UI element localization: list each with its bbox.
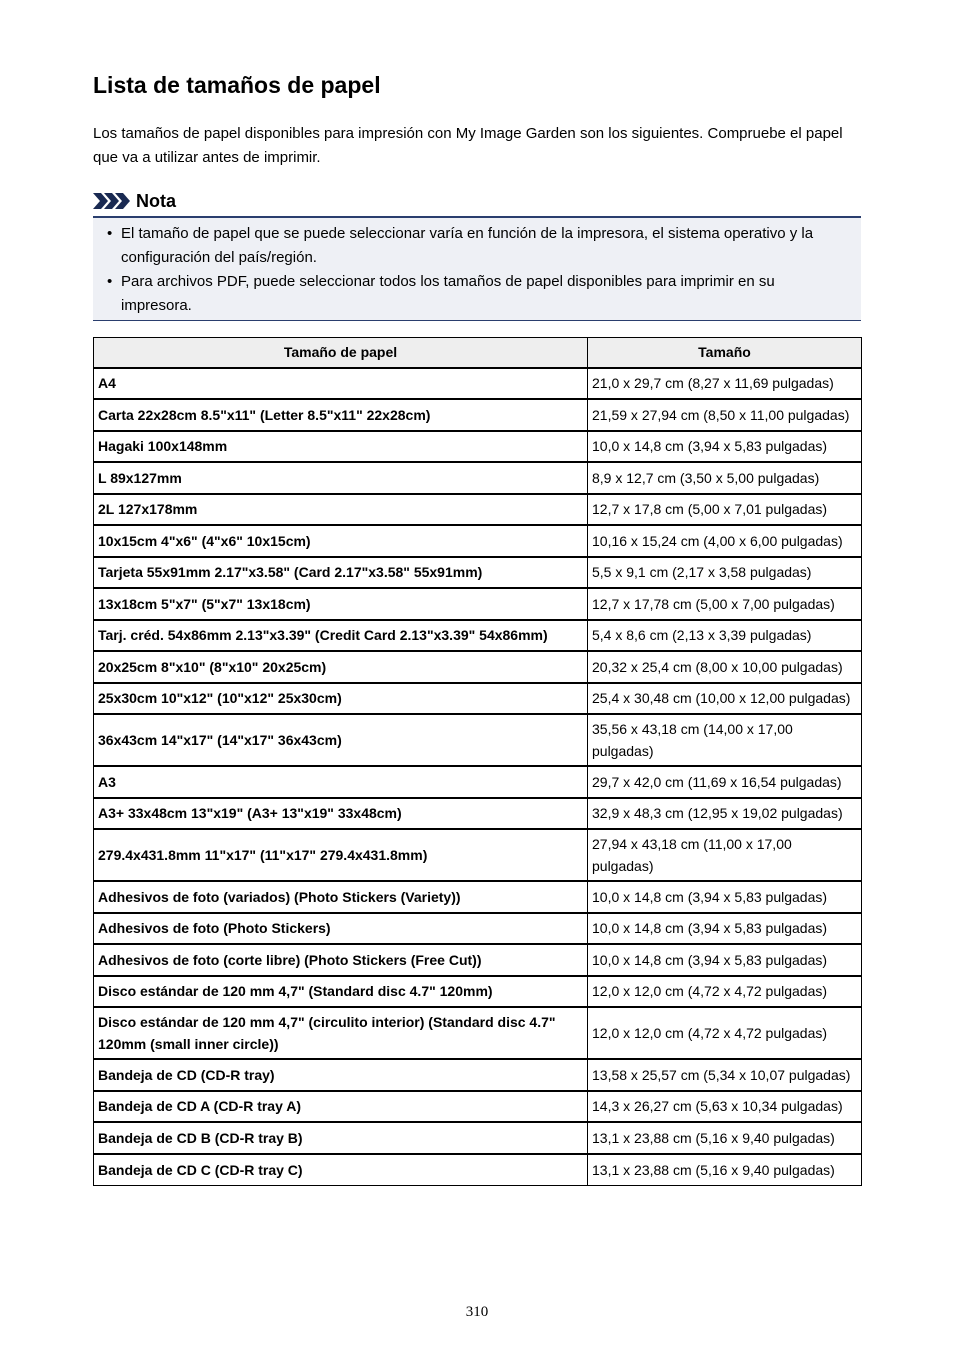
table-row: [94, 944, 862, 976]
paper-size-name: Hagaki 100x148mm: [94, 431, 588, 463]
note-header: [93, 188, 861, 214]
table-row: [94, 766, 862, 798]
table-row: [94, 588, 862, 620]
paper-size-name: 13x18cm 5"x7" (5"x7" 13x18cm): [94, 588, 588, 620]
paper-size-name: Carta 22x28cm 8.5"x11" (Letter 8.5"x11" 22x28cm): [94, 399, 588, 431]
paper-size-dimensions: 10,16 x 15,24 cm (4,00 x 6,00 pulgadas): [588, 525, 862, 557]
page-title: Lista de tamaños de papel: [93, 72, 381, 98]
paper-size-dimensions: 14,3 x 26,27 cm (5,63 x 10,34 pulgadas): [588, 1091, 862, 1123]
paper-size-dimensions: 12,7 x 17,8 cm (5,00 x 7,01 pulgadas): [588, 494, 862, 526]
note-list: [93, 218, 861, 318]
table-row: [94, 714, 862, 766]
note-item: [107, 270, 845, 318]
table-row: [94, 798, 862, 830]
note-item: [107, 222, 845, 270]
paper-size-dimensions: 21,59 x 27,94 cm (8,50 x 11,00 pulgadas): [588, 399, 862, 431]
paper-size-name: Adhesivos de foto (variados) (Photo Stickers (Variety)): [94, 881, 588, 913]
table-row: [94, 1091, 862, 1123]
paper-size-name: A3+ 33x48cm 13"x19" (A3+ 13"x19" 33x48cm): [94, 798, 588, 830]
paper-size-name: 2L 127x178mm: [94, 494, 588, 526]
paper-size-dimensions: 12,0 x 12,0 cm (4,72 x 4,72 pulgadas): [588, 976, 862, 1008]
paper-size-dimensions: 8,9 x 12,7 cm (3,50 x 5,00 pulgadas): [588, 462, 862, 494]
paper-size-dimensions: 13,1 x 23,88 cm (5,16 x 9,40 pulgadas): [588, 1122, 862, 1154]
paper-size-name: Disco estándar de 120 mm 4,7" (Standard disc 4.7" 120mm): [94, 976, 588, 1008]
table-row: [94, 494, 862, 526]
paper-size-name: Bandeja de CD (CD-R tray): [94, 1059, 588, 1091]
paper-size-name: A4: [94, 368, 588, 400]
table-row: [94, 431, 862, 463]
paper-size-dimensions: 13,58 x 25,57 cm (5,34 x 10,07 pulgadas): [588, 1059, 862, 1091]
table-row: [94, 1059, 862, 1091]
paper-size-name: 20x25cm 8"x10" (8"x10" 20x25cm): [94, 651, 588, 683]
note-item-text: El tamaño de papel que se puede seleccionar varía en función de la impresora, el sistema operativo y la configuración del país/región.: [121, 225, 814, 266]
bullet-icon: •: [107, 225, 113, 242]
paper-size-dimensions: 12,7 x 17,78 cm (5,00 x 7,00 pulgadas): [588, 588, 862, 620]
paper-size-name: Tarjeta 55x91mm 2.17"x3.58" (Card 2.17"x3.58" 55x91mm): [94, 557, 588, 589]
paper-size-dimensions: 12,0 x 12,0 cm (4,72 x 4,72 pulgadas): [588, 1007, 862, 1059]
table-header-row: [94, 338, 862, 368]
paper-size-name: L 89x127mm: [94, 462, 588, 494]
table-body: [94, 368, 862, 1186]
paper-size-dimensions: 21,0 x 29,7 cm (8,27 x 11,69 pulgadas): [588, 368, 862, 400]
intro-paragraph: Los tamaños de papel disponibles para impresión con My Image Garden son los siguientes. Compruebe el papel que va a utilizar antes de imprimir.: [93, 125, 843, 166]
paper-size-table: [93, 337, 862, 1186]
table-row: [94, 881, 862, 913]
table-row: [94, 557, 862, 589]
paper-size-name: A3: [94, 766, 588, 798]
table-row: [94, 1122, 862, 1154]
table-row: [94, 620, 862, 652]
paper-size-dimensions: 10,0 x 14,8 cm (3,94 x 5,83 pulgadas): [588, 913, 862, 945]
table-row: [94, 525, 862, 557]
bullet-icon: •: [107, 273, 113, 290]
note-box: [93, 216, 861, 321]
table-row: [94, 1007, 862, 1059]
paper-size-name: 279.4x431.8mm 11"x17" (11"x17" 279.4x431.8mm): [94, 829, 588, 881]
paper-size-name: Adhesivos de foto (corte libre) (Photo Stickers (Free Cut)): [94, 944, 588, 976]
paper-size-dimensions: 32,9 x 48,3 cm (12,95 x 19,02 pulgadas): [588, 798, 862, 830]
note-title: Nota: [136, 190, 176, 211]
paper-size-name: Bandeja de CD B (CD-R tray B): [94, 1122, 588, 1154]
table-row: [94, 976, 862, 1008]
table-row: [94, 368, 862, 400]
paper-size-name: Bandeja de CD C (CD-R tray C): [94, 1154, 588, 1186]
table-row: [94, 913, 862, 945]
note-item-text: Para archivos PDF, puede seleccionar todos los tamaños de papel disponibles para imprimir en su impresora.: [121, 273, 775, 314]
paper-size-name: Tarj. créd. 54x86mm 2.13"x3.39" (Credit Card 2.13"x3.39" 54x86mm): [94, 620, 588, 652]
paper-size-name: 25x30cm 10"x12" (10"x12" 25x30cm): [94, 683, 588, 715]
paper-size-name: Adhesivos de foto (Photo Stickers): [94, 913, 588, 945]
paper-size-name: 10x15cm 4"x6" (4"x6" 10x15cm): [94, 525, 588, 557]
table-row: [94, 399, 862, 431]
table-row: [94, 462, 862, 494]
paper-size-dimensions: 10,0 x 14,8 cm (3,94 x 5,83 pulgadas): [588, 944, 862, 976]
table-row: [94, 683, 862, 715]
table-row: [94, 651, 862, 683]
paper-size-dimensions: 25,4 x 30,48 cm (10,00 x 12,00 pulgadas): [588, 683, 862, 715]
table-row: [94, 829, 862, 881]
paper-size-dimensions: 5,4 x 8,6 cm (2,13 x 3,39 pulgadas): [588, 620, 862, 652]
paper-size-dimensions: 10,0 x 14,8 cm (3,94 x 5,83 pulgadas): [588, 881, 862, 913]
paper-size-dimensions: 5,5 x 9,1 cm (2,17 x 3,58 pulgadas): [588, 557, 862, 589]
table-row: [94, 1154, 862, 1186]
paper-size-name: Bandeja de CD A (CD-R tray A): [94, 1091, 588, 1123]
header-paper-size: Tamaño de papel: [94, 338, 588, 368]
header-size: Tamaño: [588, 338, 862, 368]
paper-size-dimensions: 10,0 x 14,8 cm (3,94 x 5,83 pulgadas): [588, 431, 862, 463]
paper-size-dimensions: 35,56 x 43,18 cm (14,00 x 17,00 pulgadas): [588, 714, 862, 766]
paper-size-dimensions: 29,7 x 42,0 cm (11,69 x 16,54 pulgadas): [588, 766, 862, 798]
page-number: 310: [465, 1304, 489, 1320]
paper-size-dimensions: 20,32 x 25,4 cm (8,00 x 10,00 pulgadas): [588, 651, 862, 683]
paper-size-name: 36x43cm 14"x17" (14"x17" 36x43cm): [94, 714, 588, 766]
paper-size-name: Disco estándar de 120 mm 4,7" (circulito interior) (Standard disc 4.7" 120mm (small inner circle)): [94, 1007, 588, 1059]
paper-size-dimensions: 27,94 x 43,18 cm (11,00 x 17,00 pulgadas): [588, 829, 862, 881]
paper-size-dimensions: 13,1 x 23,88 cm (5,16 x 9,40 pulgadas): [588, 1154, 862, 1186]
note-arrows-icon: [93, 193, 131, 209]
